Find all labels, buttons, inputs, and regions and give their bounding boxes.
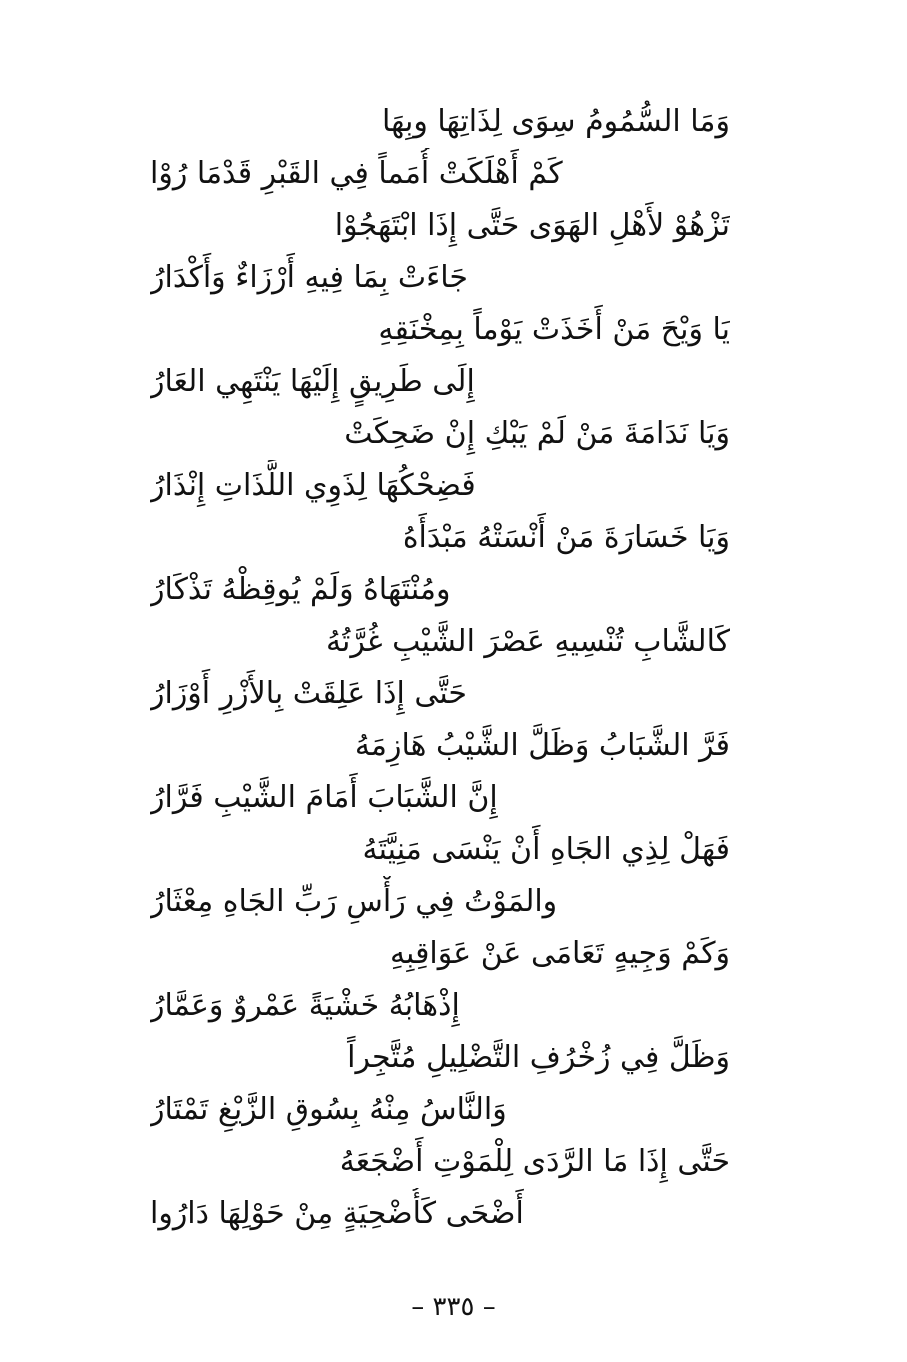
poem-line: ومُنْتَهَاهُ وَلَمْ يُوقِظْهُ تَذْكَارُ	[150, 572, 451, 607]
poem-line: فَرَّ الشَّبَابُ وَظَلَّ الشَّيْبُ هَازِمَهُ	[354, 728, 730, 763]
poem-line: إِنَّ الشَّبَابَ أَمَامَ الشَّيْبِ فَرَّارُ	[150, 780, 498, 815]
page-number: – ٣٣٥ –	[411, 1292, 496, 1322]
poem-line: كَالشَّابِ تُنْسِيهِ عَصْرَ الشَّيْبِ غُرَّتُهُ	[325, 624, 730, 659]
poem-line: كَمْ أَهْلَكَتْ أُمَماً فِي القَبْرِ قَدْمَا رُوْا	[150, 156, 563, 191]
poem-line: وَمَا السُّمُومُ سِوَى لِذَاتِهَا وبِهَا	[382, 104, 730, 139]
poem-line: وَيَا نَدَامَةَ مَنْ لَمْ يَبْكِ إِنْ ضَحِكَتْ	[344, 416, 730, 451]
poem-line: أَضْحَى كَأُضْحِيَةٍ مِنْ حَوْلِهَا دَارُوا	[150, 1196, 524, 1231]
poem-line: يَا وَيْحَ مَنْ أَخَذَتْ يَوْماً بِمِخْنَقِهِ	[378, 312, 730, 347]
poem-line: فَضِحْكُهَا لِذَوِي اللَّذَاتِ إِنْذَارُ	[150, 468, 476, 503]
poem-line: والمَوْتُ فِي رَأْسِ رَبِّ الجَاهِ مِعْثَارُ	[150, 884, 558, 919]
poem-line: وَيَا خَسَارَةَ مَنْ أَنْسَتْهُ مَبْدَأَهُ	[402, 520, 730, 555]
poem-line: وَالنَّاسُ مِنْهُ بِسُوقِ الزَّيْغِ تَمْتَارُ	[150, 1092, 507, 1127]
poem-line: حَتَّى إِذَا عَلِقَتْ بِالأَزْرِ أَوْزَارُ	[150, 676, 467, 711]
poem-line: إِذْهَابُهُ خَشْيَةً عَمْروٌ وَعَمَّارُ	[150, 988, 460, 1023]
poem-line: فَهَلْ لِذِي الجَاهِ أَنْ يَنْسَى مَنِيَّتَهُ	[362, 832, 730, 867]
poem-line: إِلَى طَرِيقٍ إِلَيْهَا يَنْتَهِي العَارُ	[150, 364, 475, 399]
poem-line: وَظَلَّ فِي زُخْرُفِ التَّضْلِيلِ مُتَّجِراً	[347, 1040, 730, 1075]
poem-line: جَاءَتْ بِمَا فِيهِ أَرْزَاءٌ وَأَكْدَارُ	[150, 260, 468, 295]
poem-block	[150, 96, 730, 1240]
poem-line: حَتَّى إِذَا مَا الرَّدَى لِلْمَوْتِ أَضْجَعَهُ	[339, 1144, 730, 1179]
poem-line: تَزْهُوْ لأَهْلِ الهَوَى حَتَّى إِذَا ابْتَهَجُوْا	[334, 208, 730, 243]
poem-line: وَكَمْ وَجِيهٍ تَعَامَى عَنْ عَوَاقِبِهِ	[389, 936, 730, 971]
